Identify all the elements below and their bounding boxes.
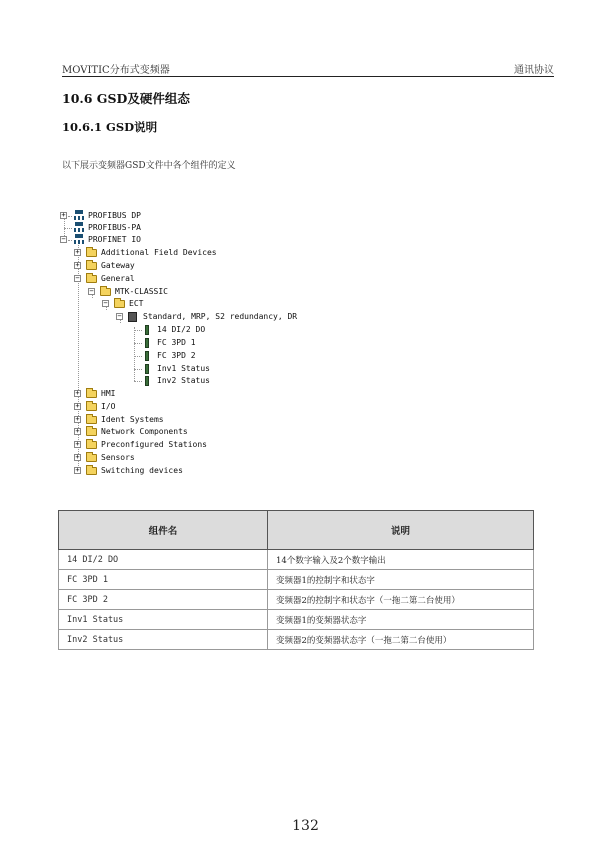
column-header-description: 说明: [268, 511, 534, 550]
expand-icon[interactable]: +: [75, 261, 80, 269]
tree-node-label: PROFINET IO: [88, 235, 141, 244]
tree-node-module[interactable]: [58, 337, 308, 349]
tree-node-label: Preconfigured Stations: [101, 440, 207, 449]
tree-node-label: Ident Systems: [101, 415, 164, 424]
collapse-icon[interactable]: −: [61, 235, 66, 243]
tree-node-ident-systems[interactable]: [58, 414, 308, 426]
tree-node-label: General: [101, 274, 135, 283]
collapse-icon[interactable]: −: [117, 312, 122, 320]
tree-node-additional-field-devices[interactable]: [58, 247, 308, 259]
tree-node-label: Gateway: [101, 261, 135, 270]
network-icon: [74, 222, 84, 233]
tree-node-label: 14 DI/2 DO: [157, 325, 206, 334]
tree-node-switching-devices[interactable]: [58, 465, 308, 477]
tree-node-module[interactable]: [58, 363, 308, 375]
tree-node-label: Network Components: [101, 427, 188, 436]
expand-icon[interactable]: +: [61, 211, 66, 219]
component-name: FC 3PD 1: [59, 570, 268, 590]
tree-node-general[interactable]: [58, 273, 308, 285]
folder-icon: [86, 428, 97, 436]
component-name: 14 DI/2 DO: [59, 550, 268, 570]
component-description: 变频器1的控制字和状态字: [268, 570, 534, 590]
tree-node-module[interactable]: [58, 350, 308, 362]
tree-node-label: Switching devices: [101, 466, 183, 475]
module-icon: [145, 351, 149, 361]
page-header: [62, 60, 554, 77]
tree-node-io[interactable]: [58, 401, 308, 413]
section-title: 10.6 GSD及硬件组态: [62, 91, 190, 106]
collapse-icon[interactable]: −: [103, 299, 108, 307]
tree-node-label: Inv1 Status: [157, 364, 210, 373]
table-row: [59, 570, 534, 590]
tree-node-label: HMI: [101, 389, 116, 398]
collapse-icon[interactable]: −: [89, 287, 94, 295]
folder-icon: [86, 454, 97, 462]
expand-icon[interactable]: +: [75, 427, 80, 435]
component-name: Inv2 Status: [59, 630, 268, 650]
tree-node-profinet-io[interactable]: [58, 234, 258, 246]
expand-icon[interactable]: +: [75, 389, 80, 397]
network-icon: [74, 210, 84, 221]
expand-icon[interactable]: +: [75, 248, 80, 256]
tree-node-label: Standard, MRP, S2 redundancy, DR: [143, 312, 298, 321]
tree-node-label: FC 3PD 2: [157, 351, 196, 360]
table-header-row: [59, 511, 534, 550]
folder-icon: [86, 441, 97, 449]
tree-node-preconfigured-stations[interactable]: [58, 439, 308, 451]
table-row: [59, 610, 534, 630]
tree-node-gateway[interactable]: [58, 260, 308, 272]
table-row: [59, 550, 534, 570]
header-product: MOVITIC分布式变频器: [62, 65, 170, 76]
tree-node-mtk-classic[interactable]: [58, 286, 308, 298]
module-icon: [145, 325, 149, 335]
folder-icon: [86, 262, 97, 270]
tree-node-standard[interactable]: [58, 311, 348, 323]
tree-node-label: Additional Field Devices: [101, 248, 217, 257]
module-icon: [145, 338, 149, 348]
collapse-icon[interactable]: −: [75, 274, 80, 282]
table-row: [59, 630, 534, 650]
table-row: [59, 590, 534, 610]
expand-icon[interactable]: +: [75, 402, 80, 410]
tree-node-profibus-dp[interactable]: [58, 210, 258, 222]
tree-node-sensors[interactable]: [58, 452, 308, 464]
subsection-title: 10.6.1 GSD说明: [62, 120, 158, 134]
page-number: 132: [292, 818, 319, 834]
tree-node-ect[interactable]: [58, 298, 308, 310]
folder-icon: [86, 467, 97, 475]
folder-icon: [86, 416, 97, 424]
device-icon: [128, 312, 137, 322]
component-description: 变频器2的控制字和状态字（一拖二第二台使用）: [268, 590, 534, 610]
tree-node-label: FC 3PD 1: [157, 338, 196, 347]
folder-icon: [86, 390, 97, 398]
component-description: 变频器2的变频器状态字（一拖二第二台使用）: [268, 630, 534, 650]
module-icon: [145, 364, 149, 374]
tree-node-label: MTK-CLASSIC: [115, 287, 168, 296]
component-description: 变频器1的变频器状态字: [268, 610, 534, 630]
tree-node-module[interactable]: [58, 324, 308, 336]
folder-icon: [86, 275, 97, 283]
component-table: [58, 510, 534, 650]
expand-icon[interactable]: +: [75, 440, 80, 448]
module-icon: [145, 376, 149, 386]
tree-node-label: Inv2 Status: [157, 376, 210, 385]
tree-node-profibus-pa[interactable]: [58, 222, 258, 234]
folder-icon: [100, 288, 111, 296]
column-header-component: 组件名: [59, 511, 268, 550]
header-chapter: 通讯协议: [514, 65, 554, 76]
expand-icon[interactable]: +: [75, 466, 80, 474]
tree-node-module[interactable]: [58, 375, 308, 387]
gsd-catalog-tree: [58, 205, 358, 480]
folder-icon: [86, 249, 97, 257]
expand-icon[interactable]: +: [75, 453, 80, 461]
expand-icon[interactable]: +: [75, 415, 80, 423]
component-description: 14个数字输入及2个数字输出: [268, 550, 534, 570]
intro-text: 以下展示变频器GSD文件中各个组件的定义: [62, 161, 236, 171]
component-name: Inv1 Status: [59, 610, 268, 630]
folder-icon: [86, 403, 97, 411]
network-icon: [74, 234, 84, 245]
tree-node-hmi[interactable]: [58, 388, 308, 400]
tree-node-network-components[interactable]: [58, 426, 308, 438]
tree-node-label: Sensors: [101, 453, 135, 462]
folder-icon: [114, 300, 125, 308]
tree-node-label: ECT: [129, 299, 144, 308]
tree-node-label: I/O: [101, 402, 116, 411]
tree-node-label: PROFIBUS-PA: [88, 223, 141, 232]
component-name: FC 3PD 2: [59, 590, 268, 610]
tree-node-label: PROFIBUS DP: [88, 211, 141, 220]
